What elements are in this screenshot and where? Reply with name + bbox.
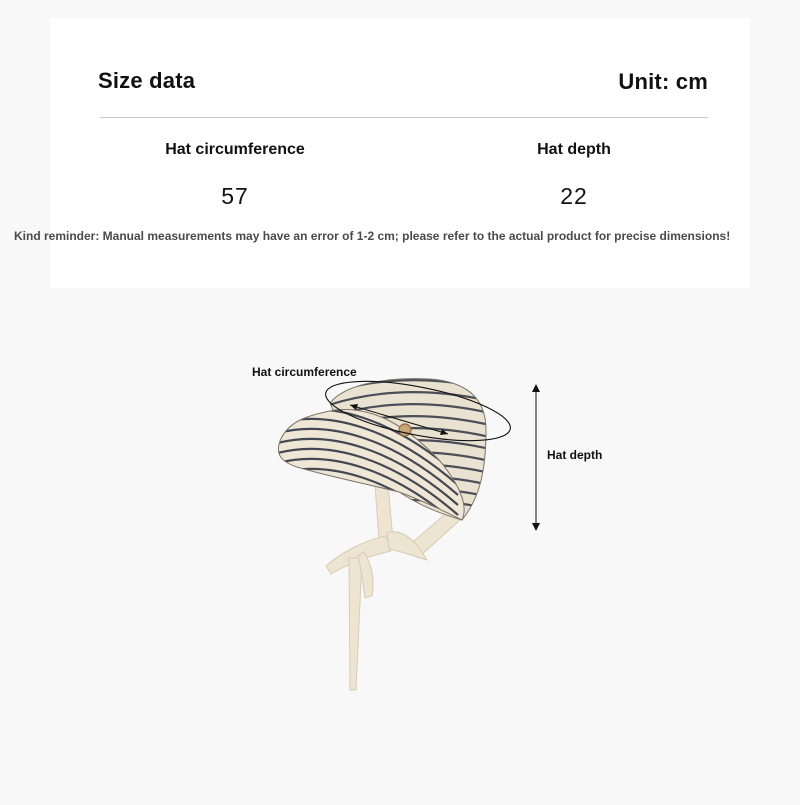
- hat-circumference-value: 57: [221, 183, 249, 209]
- hat-depth-value: 22: [560, 183, 588, 209]
- hat-depth-header: Hat depth: [537, 141, 611, 158]
- hat-circumference-header: Hat circumference: [165, 141, 305, 158]
- unit-label: Unit: cm: [618, 69, 708, 94]
- depth-label: Hat depth: [547, 448, 603, 462]
- measurement-reminder: Kind reminder: Manual measurements may have an error of 1-2 cm; please refer to the actual product for precise dimensions!: [14, 229, 731, 243]
- hat-ribbons: [326, 485, 462, 690]
- size-data-title: Size data: [98, 68, 196, 93]
- depth-marker: [532, 384, 540, 531]
- circumference-label: Hat circumference: [252, 365, 357, 379]
